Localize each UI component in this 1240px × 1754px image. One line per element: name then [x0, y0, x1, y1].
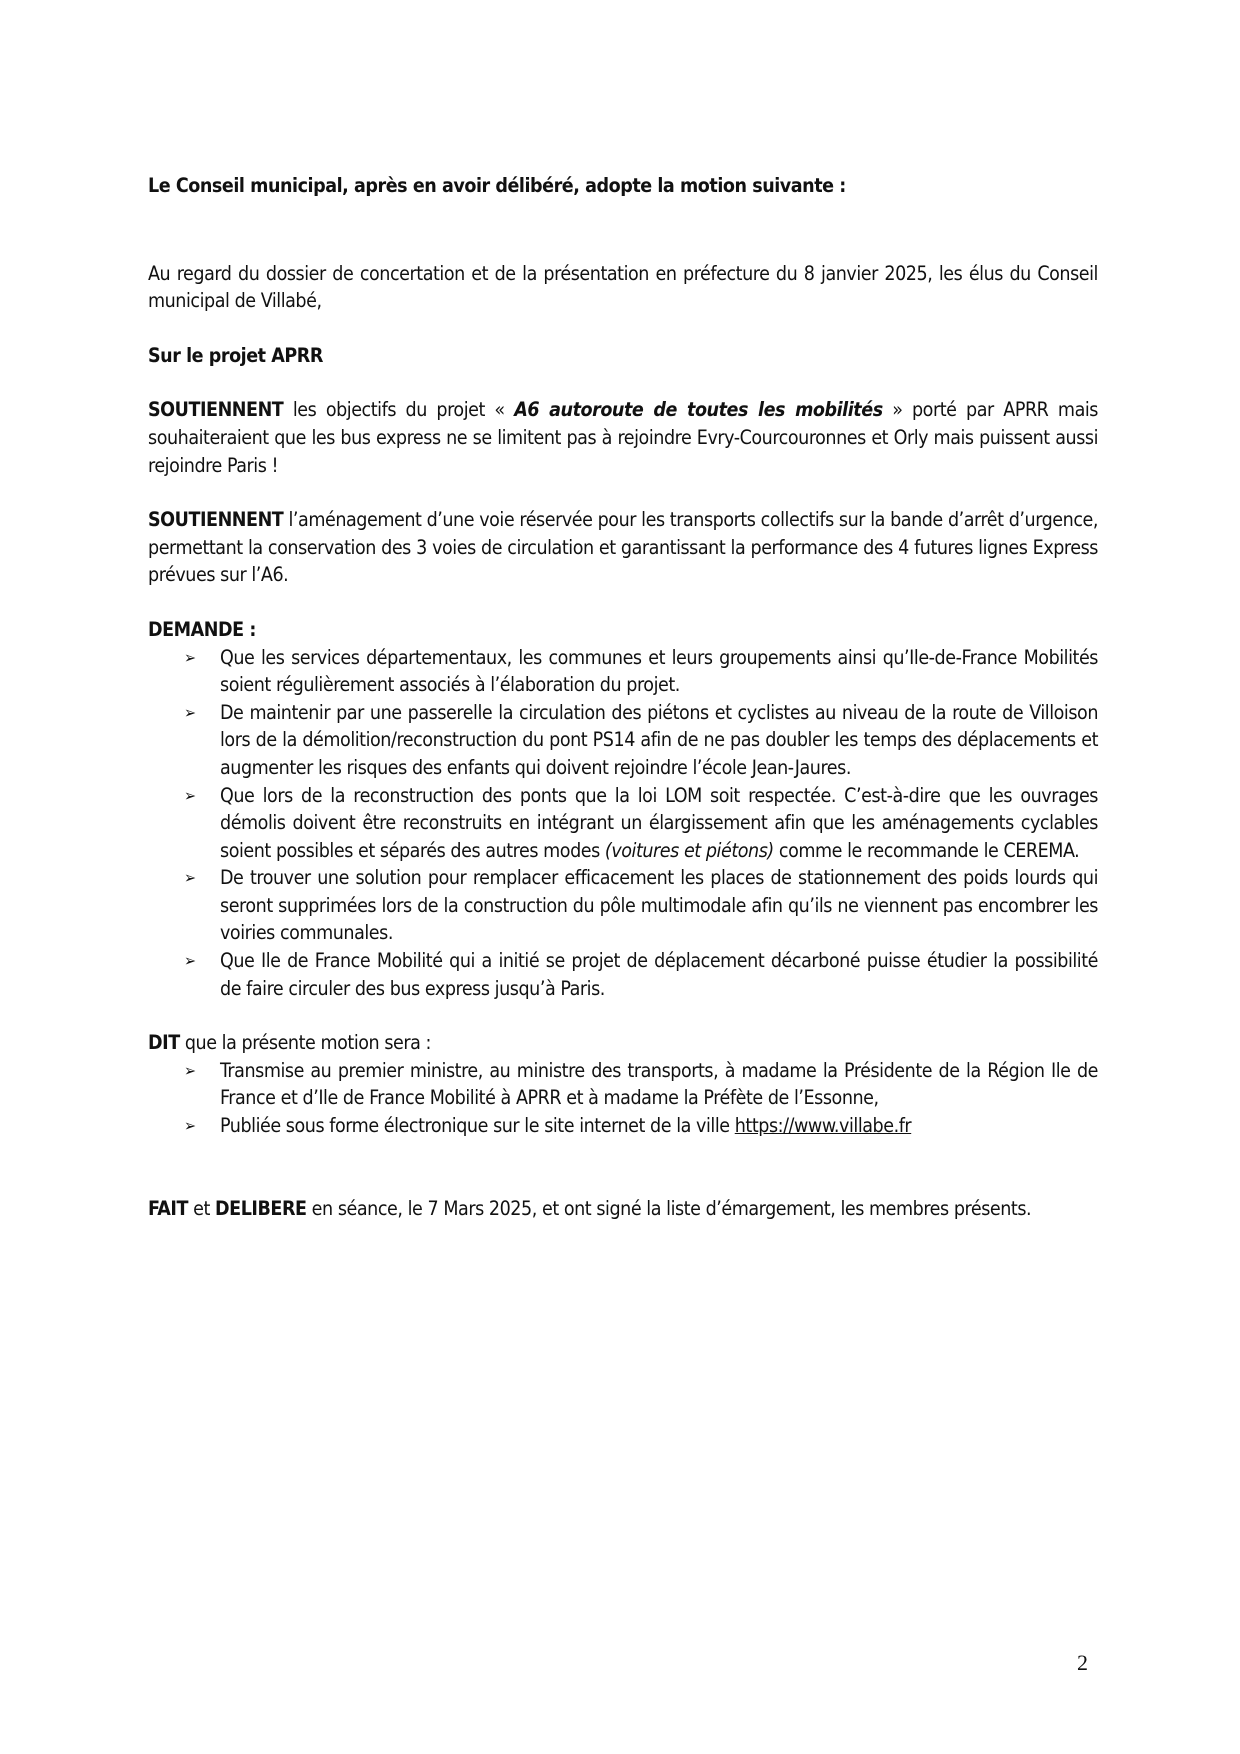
list-item-text: Transmise au premier ministre, au ministre des transports, à madame la Présidente de la Région Ile de France et d’Ile de France Mobilité à APRR et à madame la Préfète de l’Essonne, — [220, 1058, 1098, 1110]
dit-list — [148, 1057, 1098, 1140]
keyword-fait: FAIT — [148, 1196, 189, 1220]
soutiennent-paragraph-2 — [148, 506, 1098, 589]
arrow-bullet-icon: ➢ — [184, 702, 196, 722]
keyword-demande: DEMANDE : — [148, 617, 256, 641]
list-item-text: Que lors de la reconstruction des ponts que la loi LOM soit respectée. C’est-à-dire que les ouvrages démolis doivent être reconstruits en intégrant un élargissement afin que les aménagements cyclables soient possibles et séparés des autres modes — [220, 783, 1098, 862]
soutiennent-paragraph-1 — [148, 396, 1098, 479]
list-item — [184, 1112, 1098, 1140]
paragraph-text: l’aménagement d’une voie réservée pour les transports collectifs sur la bande d’arrêt d’urgence, permettant la conservation des 3 voies de circulation et garantissant la performance des 4 futures lignes Express prévues sur l’A6. — [148, 508, 1098, 587]
arrow-bullet-icon: ➢ — [184, 868, 196, 888]
dit-section — [148, 1029, 1098, 1139]
list-item — [184, 1057, 1098, 1112]
arrow-bullet-icon: ➢ — [184, 951, 196, 971]
list-item-text: De maintenir par une passerelle la circulation des piétons et cyclistes au niveau de la route de Villoison lors de la démolition/reconstruction du pont PS14 afin de ne pas doubler les temps des déplacements et augmenter les risques des enfants qui doivent rejoindre l’école Jean-Jaures. — [220, 700, 1098, 779]
dit-intro — [148, 1029, 1098, 1057]
list-item-italic: (voitures et piétons) — [604, 838, 774, 862]
list-item-text: De trouver une solution pour remplacer efficacement les places de stationnement des poids lourds qui seront supprimées lors de la construction du pôle multimodale afin qu’ils ne viennent pas encombrer les voiries communales. — [220, 866, 1098, 945]
closing-paragraph — [148, 1195, 1098, 1223]
paragraph-text: en séance, le 7 Mars 2025, et ont signé la liste d’émargement, les membres présents. — [306, 1196, 1032, 1220]
paragraph-text: les objectifs du projet « — [283, 398, 515, 422]
keyword-delibere: DELIBERE — [215, 1196, 307, 1220]
arrow-bullet-icon: ➢ — [184, 647, 196, 667]
paragraph-text: et — [188, 1196, 216, 1220]
paragraph-text: » porté par APRR mais souhaiteraient que les bus express ne se limitent pas à rejoindre Evry-Courcouronnes et Orly mais puissent aussi rejoindre Paris ! — [148, 398, 1098, 477]
list-item-text: Que Ile de France Mobilité qui a initié se projet de déplacement décarboné puisse étudier la possibilité de faire circuler des bus express jusqu’à Paris. — [220, 949, 1098, 1000]
document-page — [148, 172, 1098, 1222]
list-item — [184, 644, 1098, 699]
arrow-bullet-icon: ➢ — [184, 1116, 196, 1136]
keyword-soutiennent: SOUTIENNENT — [148, 398, 284, 422]
list-item-text: comme le recommande le CEREMA. — [773, 838, 1080, 862]
project-name: A6 autoroute de toutes les mobilités — [514, 398, 883, 422]
arrow-bullet-icon: ➢ — [184, 1060, 196, 1080]
paragraph-text: que la présente motion sera : — [179, 1031, 432, 1055]
arrow-bullet-icon: ➢ — [184, 785, 196, 805]
keyword-soutiennent: SOUTIENNENT — [148, 508, 284, 532]
list-item — [184, 864, 1098, 947]
page-number: 2 — [1077, 1650, 1088, 1675]
demande-section — [148, 616, 1098, 1002]
website-link[interactable]: https://www.villabe.fr — [734, 1114, 912, 1138]
list-item-text: Que les services départementaux, les communes et leurs groupements ainsi qu’Ile-de-France Mobilités soient régulièrement associés à l’élaboration du projet. — [220, 645, 1098, 697]
list-item — [184, 699, 1098, 782]
list-item — [184, 782, 1098, 865]
intro-paragraph: Au regard du dossier de concertation et de la présentation en préfecture du 8 janvier 2025, les élus du Conseil municipal de Villabé, — [148, 261, 1098, 313]
list-item — [184, 947, 1098, 1002]
keyword-dit: DIT — [148, 1031, 180, 1055]
list-item-text: Publiée sous forme électronique sur le site internet de la ville — [220, 1114, 735, 1138]
demande-list — [148, 644, 1098, 1003]
motion-heading: Le Conseil municipal, après en avoir délibéré, adopte la motion suivante : — [148, 174, 846, 197]
section-title: Sur le projet APRR — [148, 343, 323, 367]
